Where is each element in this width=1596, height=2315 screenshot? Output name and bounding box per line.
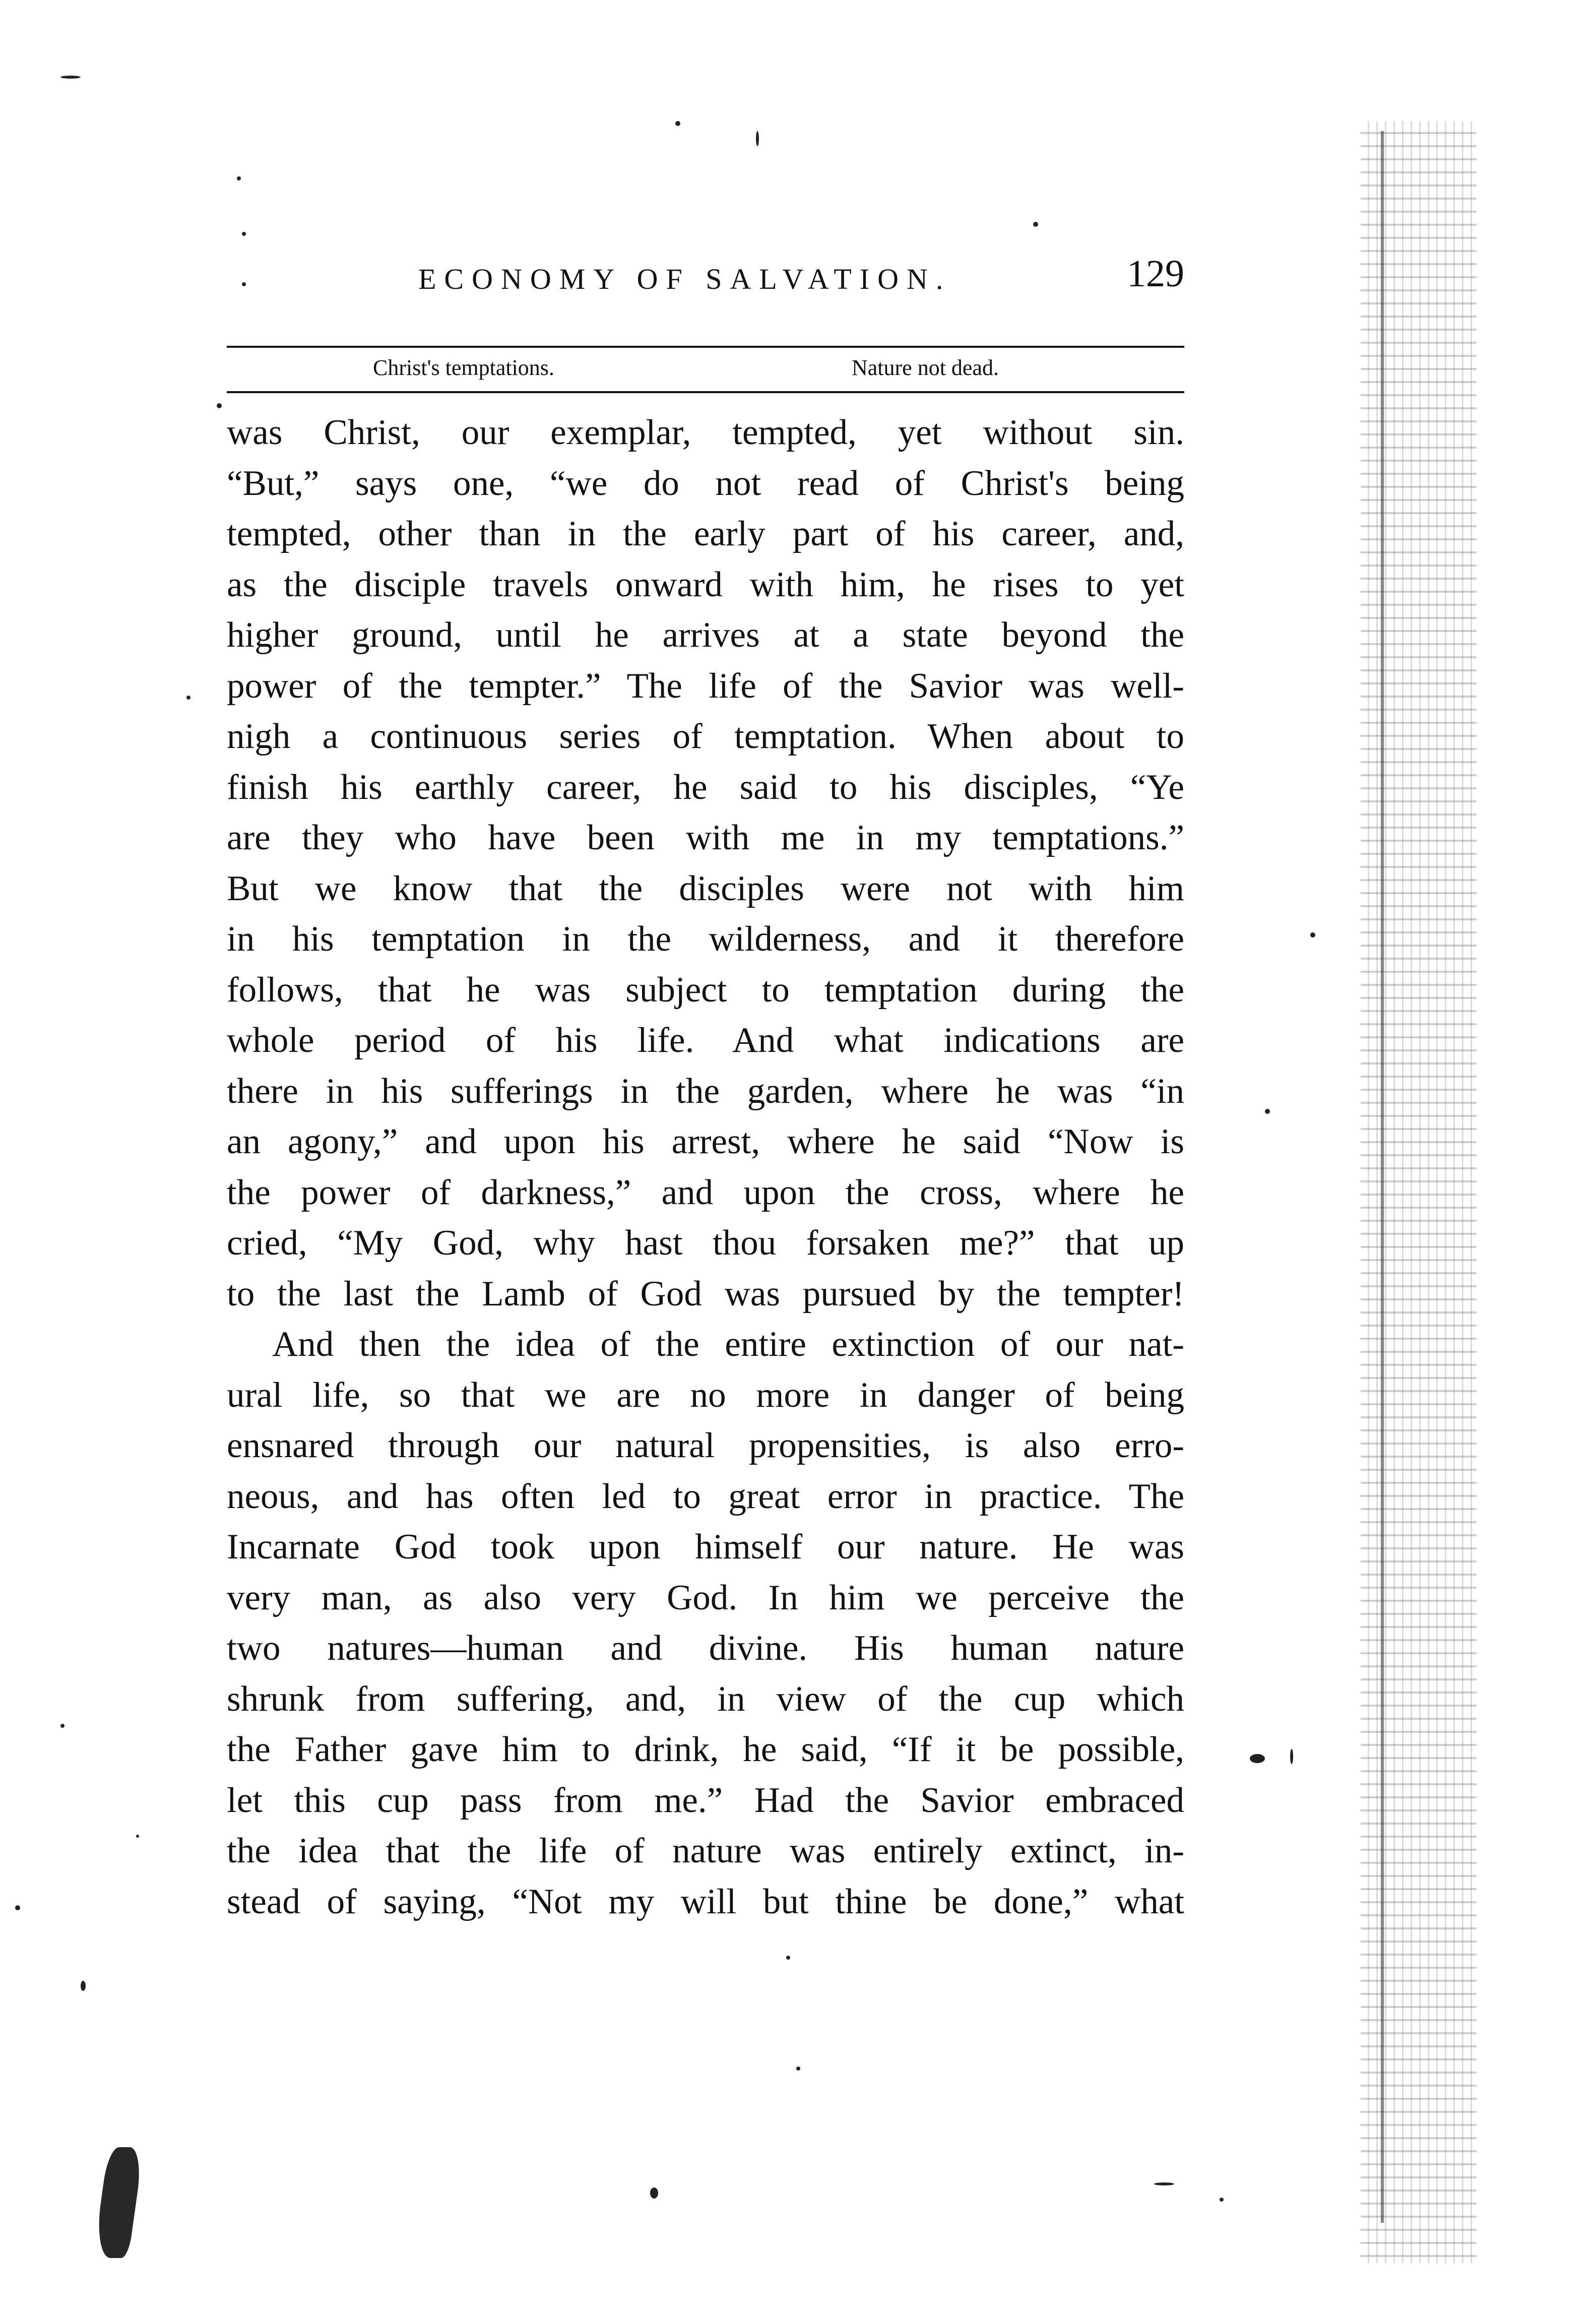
text-line: stead of saying, “Not my will but thine be done,” what [227, 1882, 1184, 1921]
text-line: very man, as also very God. In him we perceive the [227, 1578, 1184, 1617]
scan-speck [60, 76, 81, 79]
text-line: cried, “My God, why hast thou forsaken me?” that up [227, 1223, 1184, 1263]
text-line: finish his earthly career, he said to his disciples, “Ye [227, 767, 1184, 807]
scan-speck [81, 1981, 86, 1991]
text-line: follows, that he was subject to temptation during the [227, 970, 1184, 1010]
text-line: the power of darkness,” and upon the cross, where he [227, 1172, 1184, 1212]
header-rule-bottom [227, 391, 1184, 393]
scan-speck [796, 2067, 800, 2071]
scan-speck [756, 131, 759, 146]
text-line: are they who have been with me in my temptations.” [227, 818, 1184, 857]
running-title: ECONOMY OF SALVATION. [418, 263, 951, 295]
text-line: whole period of his life. And what indications are [227, 1021, 1184, 1060]
text-line: let this cup pass from me.” Had the Savior embraced [227, 1780, 1184, 1820]
text-line: ensnared through our natural propensities, is also erro- [227, 1426, 1184, 1465]
text-line: higher ground, until he arrives at a state beyond the [227, 615, 1184, 655]
ink-smudge [93, 2147, 144, 2258]
text-line: tempted, other than in the early part of his career, and, [227, 514, 1184, 553]
page-number: 129 [1127, 253, 1184, 295]
text-line: the idea that the life of nature was entirely extinct, in- [227, 1831, 1184, 1870]
text-line: And then the idea of the entire extinction of our nat- [272, 1325, 1184, 1364]
scan-speck [136, 1835, 139, 1838]
text-line: Incarnate God took upon himself our nature. He was [227, 1527, 1184, 1567]
header-rule-top [227, 346, 1184, 348]
scan-edge-line [1381, 131, 1384, 2223]
scan-speck [1310, 932, 1315, 937]
side-notes [227, 351, 1184, 387]
side-note-left: Christ's temptations. [373, 355, 554, 380]
text-line: neous, and has often led to great error in practice. The [227, 1476, 1184, 1516]
scan-speck [675, 121, 680, 126]
text-line: as the disciple travels onward with him, he rises to yet [227, 565, 1184, 604]
scan-speck [786, 1956, 790, 1960]
scan-speck [1290, 1749, 1293, 1764]
scan-speck [237, 176, 241, 180]
scan-speck [1154, 2182, 1174, 2185]
scan-speck [217, 403, 222, 408]
scan-speck [1265, 1109, 1270, 1114]
text-line: But we know that the disciples were not with him [227, 868, 1184, 908]
scan-speck [1220, 2198, 1224, 2202]
running-head [227, 252, 1184, 312]
scan-edge-noise [1361, 121, 1477, 2263]
scan-speck [1250, 1754, 1265, 1763]
scan-speck [15, 1905, 20, 1910]
text-line: to the last the Lamb of God was pursued by the tempter! [227, 1274, 1184, 1313]
text-line: in his temptation in the wilderness, and it therefore [227, 919, 1184, 959]
text-line: nigh a continuous series of temptation. When about to [227, 717, 1184, 756]
scan-speck [242, 282, 246, 286]
scan-speck [186, 696, 190, 700]
text-line: power of the tempter.” The life of the Savior was well- [227, 666, 1184, 706]
scan-speck [650, 2187, 658, 2199]
scan-speck [1033, 222, 1038, 227]
body-text [227, 407, 1184, 1927]
text-line: “But,” says one, “we do not read of Christ's being [227, 463, 1184, 503]
text-line: there in his sufferings in the garden, where he was “in [227, 1071, 1184, 1111]
paragraph [227, 407, 1184, 1319]
text-line: shrunk from suffering, and, in view of the cup which [227, 1679, 1184, 1719]
paragraph [227, 1319, 1184, 1927]
text-line: two natures—human and divine. His human nature [227, 1629, 1184, 1668]
text-line: an agony,” and upon his arrest, where he said “Now is [227, 1122, 1184, 1161]
text-line: ural life, so that we are no more in danger of being [227, 1375, 1184, 1415]
text-line: was Christ, our exemplar, tempted, yet without sin. [227, 413, 1184, 452]
scan-speck [242, 232, 246, 236]
scan-speck [60, 1724, 65, 1728]
text-line: the Father gave him to drink, he said, “If it be possible, [227, 1730, 1184, 1769]
side-note-right: Nature not dead. [852, 355, 999, 380]
